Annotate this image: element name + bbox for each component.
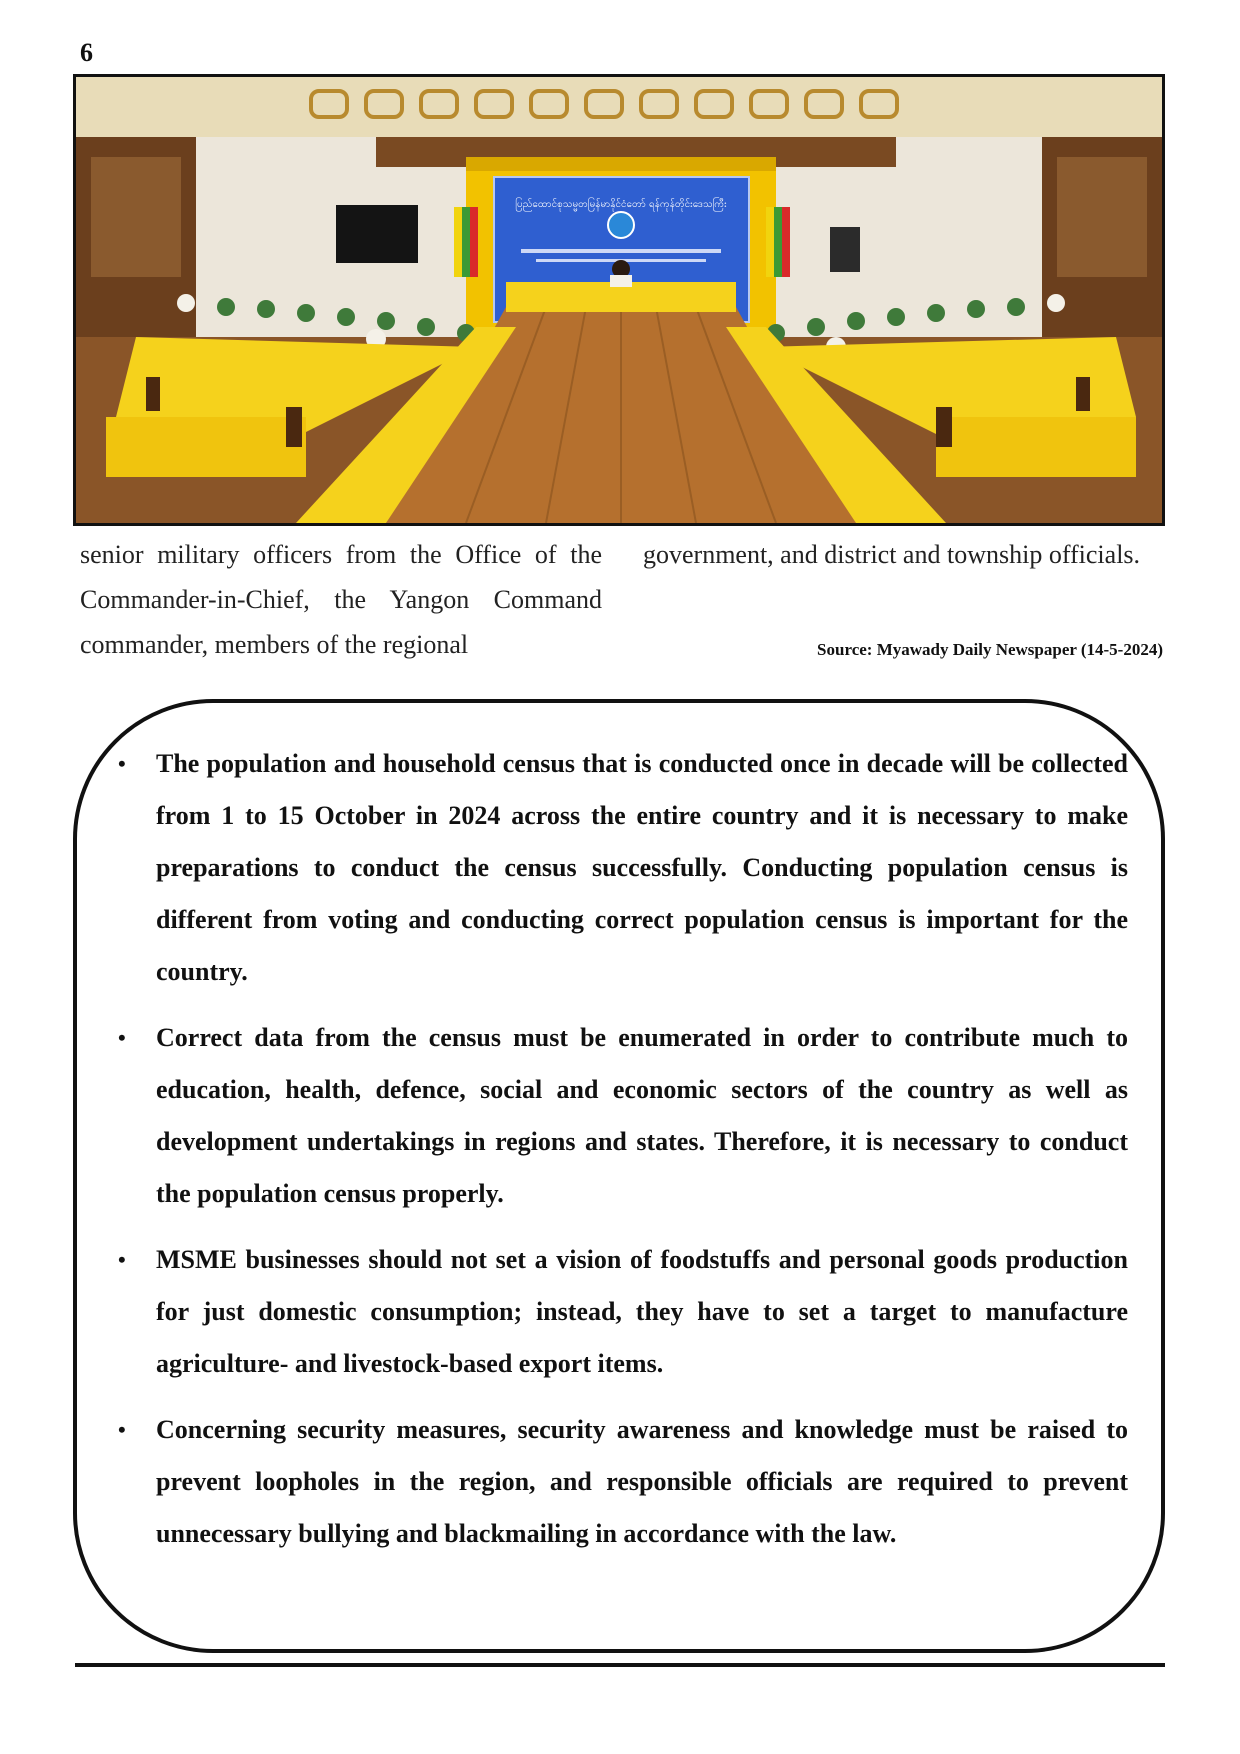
highlights-list (118, 738, 1128, 1574)
bullet-icon: • (118, 1247, 126, 1272)
bullet-icon: • (118, 751, 126, 776)
list-item-text: MSME businesses should not set a vision of foodstuffs and personal goods production for just domestic consumption; instead, they have to set a target to manufacture agriculture- and livestock-based export items. (156, 1245, 1128, 1378)
list-item (118, 738, 1128, 998)
source-credit: Source: Myawady Daily Newspaper (14-5-2024) (817, 640, 1163, 659)
list-item-text: Concerning security measures, security awareness and knowledge must be raised to prevent loopholes in the region, and responsible officials are required to prevent unnecessary bullying and blackmailing in accordance with the law. (156, 1415, 1128, 1548)
bullet-icon: • (118, 1417, 126, 1442)
list-item-text: The population and household census that is conducted once in decade will be collected from 1 to 15 October in 2024 across the entire country and it is necessary to make preparations to conduct the census successfully. Conducting population census is different from voting and conducting correct population census is important for the country. (156, 749, 1128, 986)
bullet-icon: • (118, 1025, 126, 1050)
list-item (118, 1012, 1128, 1220)
list-item (118, 1404, 1128, 1560)
screen-caption: ပြည်ထောင်စုသမ္မတမြန်မာနိုင်ငံတော် ရန်ကုန်တိုင်းဒေသကြီး (515, 199, 727, 210)
bottom-rule (75, 1663, 1165, 1667)
article-right-column: government, and district and township officials. (643, 540, 1141, 569)
list-item (118, 1234, 1128, 1390)
list-item-text: Correct data from the census must be enumerated in order to contribute much to education, health, defence, social and economic sectors of the country as well as development undertakings in regions and states. Therefore, it is necessary to conduct the population census properly. (156, 1023, 1128, 1208)
meeting-hall-illustration (76, 77, 1162, 523)
page-number: 6 (80, 38, 93, 67)
article-left-column: senior military officers from the Office of the Commander-in-Chief, the Yangon Command commander, members of the regional (80, 540, 602, 659)
meeting-photo (73, 74, 1165, 526)
